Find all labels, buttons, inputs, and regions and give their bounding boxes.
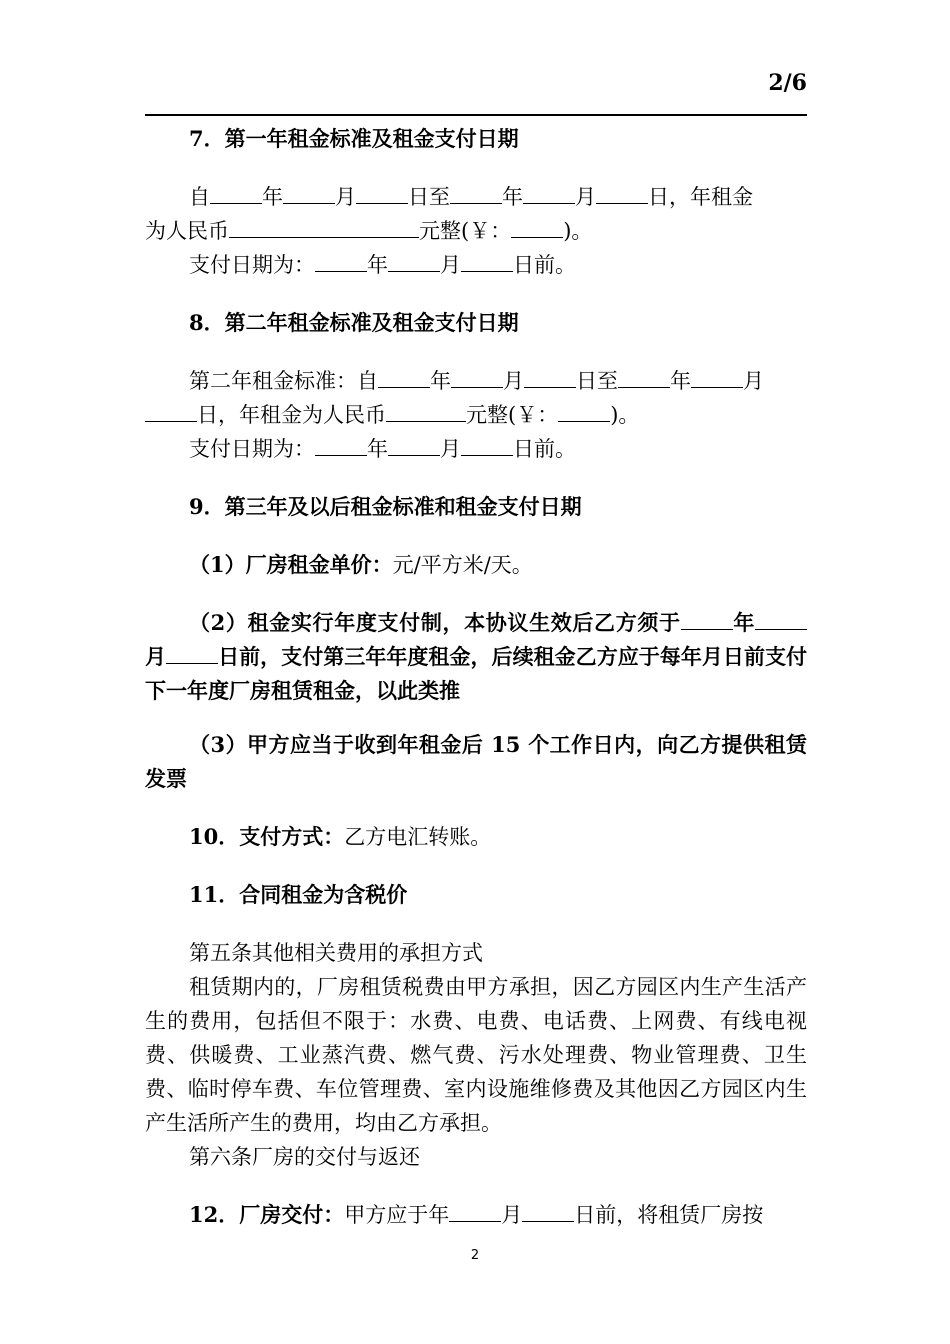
blank-field[interactable] — [522, 1199, 574, 1222]
footer-page-number: 2 — [470, 1248, 480, 1263]
blank-field[interactable] — [378, 365, 430, 388]
section-10: 10．支付方式：乙方电汇转账。 — [189, 824, 492, 849]
section-12: 12．厂房交付：甲方应于年 月 日前，将租赁厂房按 — [145, 1198, 807, 1232]
blank-field[interactable] — [388, 249, 440, 272]
blank-field[interactable] — [145, 399, 197, 422]
blank-field[interactable] — [691, 365, 743, 388]
blank-field[interactable] — [315, 433, 367, 456]
section-9-item-2: （2）租金实行年度支付制，本协议生效后乙方须于 年月 日前，支付第三年年度租金，后续租金乙方应于每年月日前支付下一年度厂房租赁租金，以此类推 — [145, 606, 807, 708]
section-7-line-3: 支付日期为： 年 月 日前。 — [145, 248, 807, 282]
document-body — [145, 122, 807, 1232]
section-8-line-2: 日，年租金为人民币 元整(￥： )。 — [145, 398, 807, 432]
blank-field[interactable] — [596, 181, 648, 204]
section-7-line-1: 自 年 月 日至 年 月 日，年租金 — [145, 180, 807, 214]
blank-field[interactable] — [283, 181, 335, 204]
section-9-item-3: （3）甲方应当于收到年租金后 15 个工作日内，向乙方提供租赁发票 — [145, 732, 807, 791]
section-7-title: 7．第一年租金标准及租金支付日期 — [189, 126, 519, 151]
blank-field[interactable] — [449, 1199, 501, 1222]
section-9-item-1: （1）厂房租金单价：元/平方米/天。 — [189, 552, 533, 577]
blank-field[interactable] — [524, 365, 576, 388]
blank-field[interactable] — [388, 433, 440, 456]
blank-field[interactable] — [461, 249, 513, 272]
blank-field[interactable] — [755, 607, 807, 630]
blank-field[interactable] — [229, 215, 419, 238]
blank-field[interactable] — [523, 181, 575, 204]
blank-field[interactable] — [618, 365, 670, 388]
section-8-line-1: 第二年租金标准：自 年 月 日至 年 月 — [145, 364, 807, 398]
blank-field[interactable] — [210, 181, 262, 204]
blank-field[interactable] — [166, 641, 218, 664]
section-9-title: 9．第三年及以后租金标准和租金支付日期 — [189, 494, 582, 519]
blank-field[interactable] — [315, 249, 367, 272]
article-5-title: 第五条其他相关费用的承担方式 — [189, 941, 483, 965]
blank-field[interactable] — [356, 181, 408, 204]
section-11-title: 11．合同租金为含税价 — [189, 882, 408, 907]
article-6-title: 第六条厂房的交付与返还 — [189, 1145, 420, 1169]
header-rule — [145, 114, 807, 116]
article-5-body: 租赁期内的，厂房租赁税费由甲方承担，因乙方园区内生产生活产生的费用，包括但不限于：水费、电费、电话费、上网费、有线电视费、供暖费、工业蒸汽费、燃气费、污水处理费、物业管理费、卫生费、临时停车费、车位管理费、室内设施维修费及其他因乙方园区内生产生活所产生的费用，均由乙方承担。 — [145, 975, 807, 1135]
section-8-line-3: 支付日期为： 年 月 日前。 — [145, 432, 807, 466]
blank-field[interactable] — [681, 607, 733, 630]
blank-field[interactable] — [461, 433, 513, 456]
section-8-title: 8．第二年租金标准及租金支付日期 — [189, 310, 519, 335]
blank-field[interactable] — [511, 215, 563, 238]
section-7-line-2: 为人民币 元整(￥： )。 — [145, 214, 807, 248]
blank-field[interactable] — [451, 365, 503, 388]
blank-field[interactable] — [558, 399, 610, 422]
blank-field[interactable] — [386, 399, 466, 422]
page-indicator: 2/6 — [768, 70, 807, 96]
blank-field[interactable] — [450, 181, 502, 204]
